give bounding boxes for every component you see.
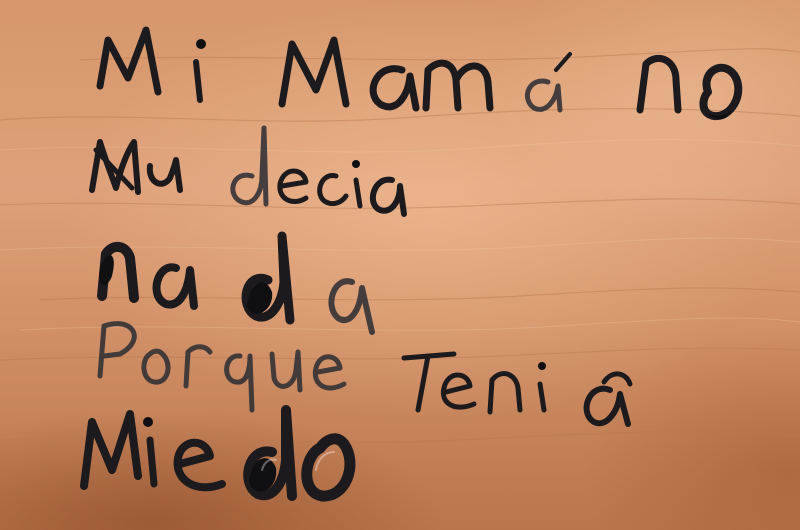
handwriting-line-3 [99,236,372,332]
handwriting-line-2 [92,128,404,214]
handwriting-line-5 [84,410,350,496]
handwriting-line-4 [100,324,630,424]
handwriting-line-1 [100,30,738,119]
